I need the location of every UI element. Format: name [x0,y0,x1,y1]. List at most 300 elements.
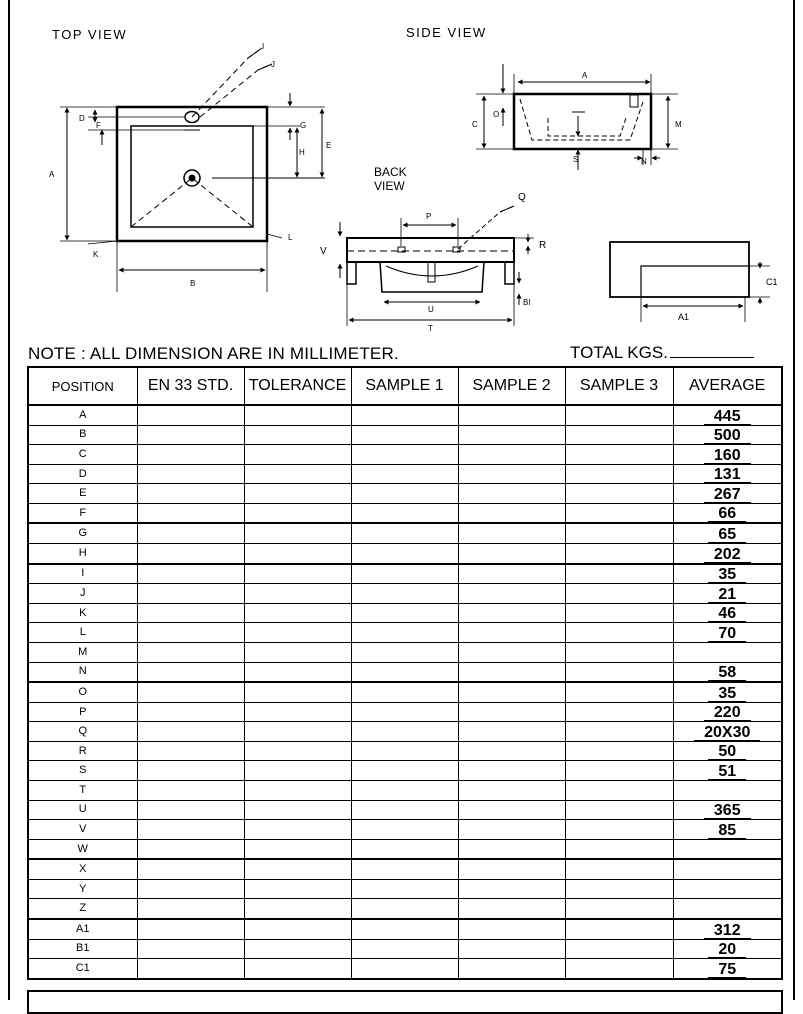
detail-view [610,242,770,322]
dim-label-m: M [675,120,682,129]
position-cell: J [28,584,137,604]
position-cell: K [28,603,137,623]
table-row [28,464,782,484]
sample-1-cell[interactable] [351,741,458,761]
back-view [340,206,534,326]
dim-label-f: F [96,121,101,130]
average-cell [673,564,782,584]
en33-std-cell[interactable] [137,445,244,465]
average-value: 58 [708,665,746,681]
sample-2-cell[interactable] [458,839,565,859]
sample-3-cell[interactable] [565,544,673,564]
average-cell [673,445,782,465]
en33-std-cell[interactable] [137,702,244,722]
top-view [60,48,325,292]
dim-label-b: B [190,279,196,288]
sample-3-cell[interactable] [565,919,673,939]
average-cell [673,484,782,504]
average-cell [673,464,782,484]
sample-3-cell[interactable] [565,761,673,781]
side-dim-label-a: A [582,71,588,80]
sample-1-cell[interactable] [351,879,458,899]
tolerance-cell[interactable] [244,662,351,682]
sample-3-cell[interactable] [565,899,673,919]
sample-3-cell[interactable] [565,503,673,523]
dim-label-r: R [539,240,547,251]
average-cell [673,761,782,781]
position-cell: T [28,781,137,801]
table-row [28,603,782,623]
sample-3-cell[interactable] [565,859,673,879]
dim-label-u: U [428,305,434,314]
tolerance-cell[interactable] [244,939,351,959]
en33-std-cell[interactable] [137,722,244,742]
dim-label-n: N [641,157,647,166]
tolerance-cell[interactable] [244,405,351,425]
tolerance-cell[interactable] [244,761,351,781]
table-row [28,662,782,682]
position-cell: A1 [28,919,137,939]
sample-1-cell[interactable] [351,781,458,801]
sample-2-cell[interactable] [458,800,565,820]
tolerance-cell[interactable] [244,445,351,465]
header-tolerance: TOLERANCE [244,367,351,405]
total-weight [570,343,754,363]
dim-label-t: T [428,324,433,333]
dim-label-a: A [49,170,55,179]
sample-1-cell[interactable] [351,503,458,523]
sample-1-cell[interactable] [351,523,458,543]
en33-std-cell[interactable] [137,544,244,564]
header-sample-3: SAMPLE 3 [565,367,673,405]
tolerance-cell[interactable] [244,503,351,523]
tolerance-cell[interactable] [244,584,351,604]
units-note: NOTE : ALL DIMENSION ARE IN MILLIMETER. [28,344,399,363]
en33-std-cell[interactable] [137,405,244,425]
sample-3-cell[interactable] [565,445,673,465]
tolerance-cell[interactable] [244,603,351,623]
table-row [28,642,782,662]
sample-1-cell[interactable] [351,662,458,682]
en33-std-cell[interactable] [137,761,244,781]
position-cell: Y [28,879,137,899]
sample-3-cell[interactable] [565,702,673,722]
position-cell: G [28,523,137,543]
back-view-title-line1: BACK [374,165,407,179]
table-row [28,503,782,523]
table-header-row [28,367,782,405]
sample-1-cell[interactable] [351,839,458,859]
top-view-title: TOP VIEW [52,27,128,42]
sample-3-cell[interactable] [565,425,673,445]
average-value: 75 [708,962,746,978]
sample-2-cell[interactable] [458,859,565,879]
average-value: 20X30 [694,725,760,741]
tolerance-cell[interactable] [244,839,351,859]
average-value: 35 [708,686,746,702]
position-cell: O [28,682,137,702]
table-row [28,839,782,859]
tolerance-cell[interactable] [244,702,351,722]
tolerance-cell[interactable] [244,919,351,939]
dim-label-q: Q [518,192,526,203]
sample-2-cell[interactable] [458,682,565,702]
sample-1-cell[interactable] [351,761,458,781]
average-cell [673,781,782,801]
sample-3-cell[interactable] [565,820,673,840]
en33-std-cell[interactable] [137,623,244,643]
average-value: 66 [708,506,746,522]
position-cell: Z [28,899,137,919]
average-cell [673,879,782,899]
average-value: 131 [704,467,751,483]
table-row [28,899,782,919]
sample-3-cell[interactable] [565,603,673,623]
sample-2-cell[interactable] [458,425,565,445]
tolerance-cell[interactable] [244,642,351,662]
tolerance-cell[interactable] [244,722,351,742]
average-value: 51 [708,764,746,780]
table-row [28,564,782,584]
average-cell [673,544,782,564]
dim-label-k: K [93,250,99,259]
dim-label-c: C [472,120,478,129]
average-value: 500 [704,428,751,444]
en33-std-cell[interactable] [137,523,244,543]
tolerance-cell[interactable] [244,682,351,702]
average-cell [673,642,782,662]
average-cell [673,425,782,445]
sample-2-cell[interactable] [458,445,565,465]
average-value: 312 [704,923,751,939]
sample-1-cell[interactable] [351,584,458,604]
sample-3-cell[interactable] [565,642,673,662]
en33-std-cell[interactable] [137,464,244,484]
tolerance-cell[interactable] [244,425,351,445]
position-cell: L [28,623,137,643]
average-value: 220 [704,705,751,721]
dim-label-h: H [299,148,305,157]
position-cell: C1 [28,959,137,979]
average-cell [673,839,782,859]
position-cell: U [28,800,137,820]
en33-std-cell[interactable] [137,781,244,801]
average-value: 35 [708,567,746,583]
footer-box [27,990,783,1014]
sample-1-cell[interactable] [351,959,458,979]
average-cell [673,584,782,604]
sample-3-cell[interactable] [565,682,673,702]
dim-label-d: D [79,114,85,123]
sample-1-cell[interactable] [351,642,458,662]
back-view-title-line2: VIEW [374,179,405,193]
sample-3-cell[interactable] [565,584,673,604]
table-row [28,584,782,604]
sample-3-cell[interactable] [565,741,673,761]
sample-2-cell[interactable] [458,741,565,761]
sample-3-cell[interactable] [565,464,673,484]
average-cell [673,859,782,879]
header-average: AVERAGE [673,367,782,405]
sample-1-cell[interactable] [351,702,458,722]
average-value: 21 [708,587,746,603]
sample-2-cell[interactable] [458,564,565,584]
sample-2-cell[interactable] [458,503,565,523]
position-cell: S [28,761,137,781]
tolerance-cell[interactable] [244,544,351,564]
detail-view-labels [678,277,778,322]
en33-std-cell[interactable] [137,682,244,702]
sample-1-cell[interactable] [351,564,458,584]
sample-2-cell[interactable] [458,781,565,801]
average-cell [673,603,782,623]
position-cell: M [28,642,137,662]
sample-2-cell[interactable] [458,603,565,623]
sample-2-cell[interactable] [458,820,565,840]
table-row [28,939,782,959]
sample-2-cell[interactable] [458,642,565,662]
en33-std-cell[interactable] [137,820,244,840]
position-cell: X [28,859,137,879]
en33-std-cell[interactable] [137,642,244,662]
sample-3-cell[interactable] [565,564,673,584]
en33-std-cell[interactable] [137,959,244,979]
dim-label-l: L [288,233,293,242]
en33-std-cell[interactable] [137,879,244,899]
sample-3-cell[interactable] [565,662,673,682]
total-weight-field [670,343,754,358]
header-sample-1: SAMPLE 1 [351,367,458,405]
table-row [28,523,782,543]
average-cell [673,800,782,820]
average-cell [673,662,782,682]
position-cell: E [28,484,137,504]
average-cell [673,741,782,761]
tolerance-cell[interactable] [244,899,351,919]
sample-3-cell[interactable] [565,800,673,820]
average-cell [673,959,782,979]
average-value: 46 [708,606,746,622]
position-cell: V [28,820,137,840]
sample-2-cell[interactable] [458,702,565,722]
sample-1-cell[interactable] [351,405,458,425]
tolerance-cell[interactable] [244,879,351,899]
en33-std-cell[interactable] [137,939,244,959]
en33-std-cell[interactable] [137,564,244,584]
average-cell [673,919,782,939]
average-value: 50 [708,744,746,760]
sample-2-cell[interactable] [458,879,565,899]
average-value: 267 [704,487,751,503]
sample-2-cell[interactable] [458,722,565,742]
position-cell: R [28,741,137,761]
average-value: 445 [704,409,751,425]
table-row [28,761,782,781]
sample-2-cell[interactable] [458,899,565,919]
tolerance-cell[interactable] [244,523,351,543]
table-row [28,781,782,801]
en33-std-cell[interactable] [137,584,244,604]
en33-std-cell[interactable] [137,919,244,939]
position-cell: B [28,425,137,445]
table-body [28,405,782,979]
sample-2-cell[interactable] [458,405,565,425]
sample-1-cell[interactable] [351,722,458,742]
sample-1-cell[interactable] [351,623,458,643]
table-row [28,959,782,979]
dim-label-v: V [320,246,327,257]
tolerance-cell[interactable] [244,781,351,801]
sample-1-cell[interactable] [351,603,458,623]
en33-std-cell[interactable] [137,662,244,682]
header-sample-2: SAMPLE 2 [458,367,565,405]
average-cell [673,405,782,425]
sample-3-cell[interactable] [565,722,673,742]
sample-2-cell[interactable] [458,523,565,543]
sample-2-cell[interactable] [458,484,565,504]
sample-1-cell[interactable] [351,425,458,445]
en33-std-cell[interactable] [137,741,244,761]
average-cell [673,682,782,702]
dimension-table [27,366,783,980]
sample-1-cell[interactable] [351,899,458,919]
sample-2-cell[interactable] [458,919,565,939]
sample-3-cell[interactable] [565,959,673,979]
total-weight-label: TOTAL KGS. [570,343,668,362]
average-value: 365 [704,803,751,819]
header-position: POSITION [28,367,137,405]
table-row [28,405,782,425]
position-cell: D [28,464,137,484]
tolerance-cell[interactable] [244,859,351,879]
dim-label-a1: A1 [678,312,690,322]
table-row [28,484,782,504]
dim-label-c1: C1 [766,277,778,287]
dim-label-e: E [326,141,332,150]
sample-1-cell[interactable] [351,919,458,939]
position-cell: Q [28,722,137,742]
tolerance-cell[interactable] [244,820,351,840]
en33-std-cell[interactable] [137,484,244,504]
header-en33-std: EN 33 STD. [137,367,244,405]
sample-2-cell[interactable] [458,544,565,564]
position-cell: N [28,662,137,682]
average-cell [673,899,782,919]
sample-2-cell[interactable] [458,584,565,604]
technical-drawing [0,0,803,340]
sample-2-cell[interactable] [458,761,565,781]
sample-1-cell[interactable] [351,445,458,465]
average-value: 160 [704,448,751,464]
table-row [28,859,782,879]
dim-label-o: O [493,110,500,119]
average-value: 70 [708,626,746,642]
table-row [28,879,782,899]
en33-std-cell[interactable] [137,425,244,445]
sample-1-cell[interactable] [351,939,458,959]
sample-3-cell[interactable] [565,405,673,425]
sample-1-cell[interactable] [351,820,458,840]
position-cell: C [28,445,137,465]
en33-std-cell[interactable] [137,503,244,523]
sample-2-cell[interactable] [458,959,565,979]
table-row [28,445,782,465]
en33-std-cell[interactable] [137,800,244,820]
tolerance-cell[interactable] [244,959,351,979]
average-cell [673,820,782,840]
position-cell: I [28,564,137,584]
tolerance-cell[interactable] [244,564,351,584]
dim-label-b1: BI [523,298,531,307]
table-row [28,800,782,820]
dim-label-i: I [262,42,265,51]
table-row [28,919,782,939]
table-row [28,820,782,840]
average-value: 65 [708,527,746,543]
sample-2-cell[interactable] [458,623,565,643]
tolerance-cell[interactable] [244,464,351,484]
average-cell [673,702,782,722]
en33-std-cell[interactable] [137,839,244,859]
en33-std-cell[interactable] [137,603,244,623]
sample-1-cell[interactable] [351,484,458,504]
tolerance-cell[interactable] [244,800,351,820]
sample-1-cell[interactable] [351,464,458,484]
average-cell [673,503,782,523]
position-cell: F [28,503,137,523]
average-value: 202 [704,547,751,563]
position-cell: A [28,405,137,425]
table-row [28,425,782,445]
sample-3-cell[interactable] [565,939,673,959]
sample-1-cell[interactable] [351,859,458,879]
position-cell: W [28,839,137,859]
tolerance-cell[interactable] [244,741,351,761]
sample-3-cell[interactable] [565,484,673,504]
tolerance-cell[interactable] [244,623,351,643]
sample-2-cell[interactable] [458,939,565,959]
tolerance-cell[interactable] [244,484,351,504]
table-row [28,544,782,564]
position-cell: B1 [28,939,137,959]
sample-3-cell[interactable] [565,879,673,899]
sample-3-cell[interactable] [565,523,673,543]
average-cell [673,939,782,959]
average-cell [673,722,782,742]
top-view-labels [49,42,331,288]
sample-2-cell[interactable] [458,464,565,484]
sample-1-cell[interactable] [351,682,458,702]
sample-3-cell[interactable] [565,839,673,859]
sample-3-cell[interactable] [565,781,673,801]
sample-3-cell[interactable] [565,623,673,643]
sample-1-cell[interactable] [351,800,458,820]
sample-1-cell[interactable] [351,544,458,564]
position-cell: H [28,544,137,564]
average-cell [673,523,782,543]
table-row [28,702,782,722]
table-row [28,623,782,643]
average-value: 20 [708,942,746,958]
dim-label-j: J [271,60,275,69]
en33-std-cell[interactable] [137,859,244,879]
en33-std-cell[interactable] [137,899,244,919]
table-row [28,722,782,742]
position-cell: P [28,702,137,722]
dim-label-s: S [573,155,579,164]
sample-2-cell[interactable] [458,662,565,682]
average-value: 85 [708,823,746,839]
